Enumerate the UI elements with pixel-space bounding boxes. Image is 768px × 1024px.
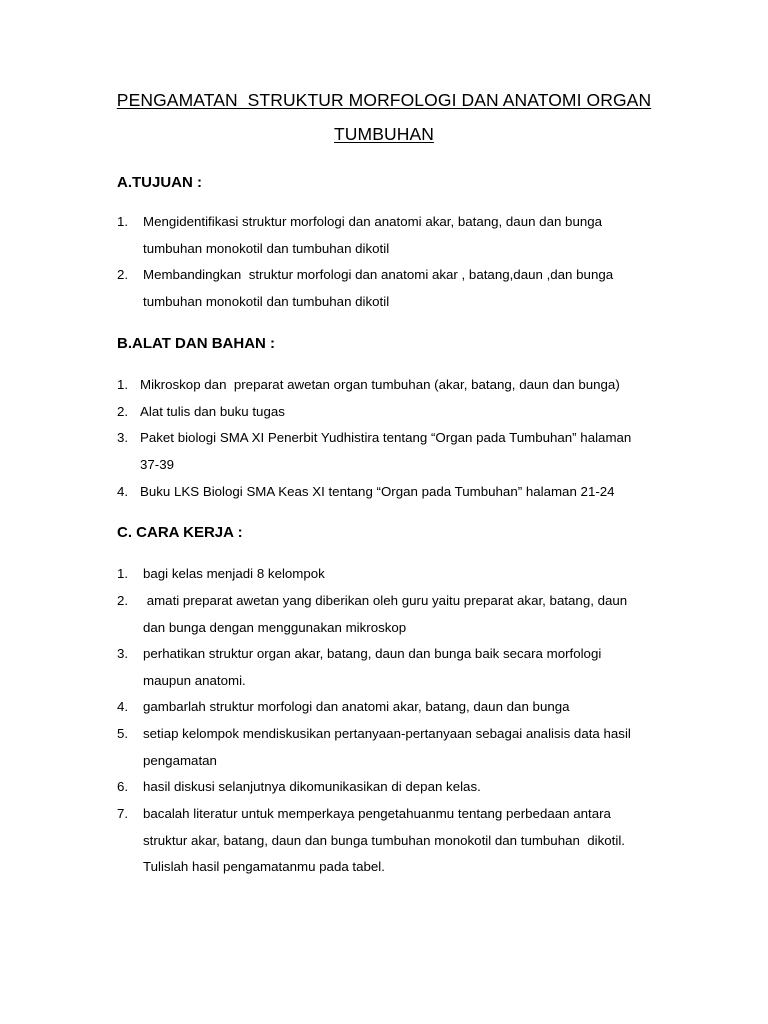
list-number: 3. — [117, 430, 129, 445]
list-text: bagi kelas menjadi 8 kelompok — [143, 566, 325, 581]
list-text: Mengidentifikasi struktur morfologi dan anatomi akar, batang, daun dan bunga tumbuhan monokotil dan tumbuhan dikotil — [143, 214, 603, 256]
list-text: Buku LKS Biologi SMA Keas XI tentang “Organ pada Tumbuhan” halaman 21-24 — [140, 484, 615, 499]
list-number: 2. — [117, 404, 129, 419]
document-title-line-2: TUMBUHAN — [334, 124, 434, 144]
section-heading-tujuan: A.TUJUAN : — [117, 174, 202, 191]
list-number: 2. — [117, 593, 129, 608]
list-text: setiap kelompok mendiskusikan pertanyaan-pertanyaan sebagai analisis data hasil pengamatan — [143, 726, 631, 768]
list-text: Mikroskop dan preparat awetan organ tumbuhan (akar, batang, daun dan bunga) — [140, 377, 620, 392]
list-item — [117, 721, 697, 774]
list-item — [117, 641, 697, 694]
list-item — [117, 399, 697, 426]
list-item — [117, 774, 697, 801]
list-number: 7. — [117, 806, 129, 821]
list-item — [117, 801, 697, 881]
list-text: Alat tulis dan buku tugas — [140, 404, 285, 419]
list-item — [117, 425, 697, 478]
list-item — [117, 262, 697, 315]
list-number: 4. — [117, 699, 129, 714]
list-number: 1. — [117, 566, 129, 581]
list-text: Membandingkan struktur morfologi dan anatomi akar , batang,daun ,dan bunga tumbuhan monokotil dan tumbuhan dikotil — [143, 267, 614, 309]
list-item — [117, 479, 697, 506]
list-number: 1. — [117, 214, 129, 229]
list-number: 3. — [117, 646, 129, 661]
list-text: Paket biologi SMA XI Penerbit Yudhistira tentang “Organ pada Tumbuhan” halaman 37-39 — [140, 430, 632, 472]
list-number: 2. — [117, 267, 129, 282]
list-number: 5. — [117, 726, 129, 741]
list-text: amati preparat awetan yang diberikan oleh guru yaitu preparat akar, batang, daun dan bunga dengan menggunakan mikroskop — [143, 593, 628, 635]
list-text: gambarlah struktur morfologi dan anatomi akar, batang, daun dan bunga — [143, 699, 570, 714]
section-heading-alat-dan-bahan: B.ALAT DAN BAHAN : — [117, 335, 276, 352]
list-item — [117, 209, 697, 262]
list-item — [117, 694, 697, 721]
list-text: hasil diskusi selanjutnya dikomunikasikan di depan kelas. — [143, 779, 481, 794]
list-item — [117, 372, 697, 399]
list-text: bacalah literatur untuk memperkaya pengetahuanmu tentang perbedaan antara struktur akar, batang, daun dan bunga tumbuhan monokotil dan tumbuhan dikotil. Tulislah hasil pengamatanmu pada tabel. — [143, 806, 625, 875]
section-heading-cara-kerja: C. CARA KERJA : — [117, 524, 243, 541]
list-number: 4. — [117, 484, 129, 499]
list-number: 6. — [117, 779, 129, 794]
list-number: 1. — [117, 377, 129, 392]
list-text: perhatikan struktur organ akar, batang, daun dan bunga baik secara morfologi maupun anatomi. — [143, 646, 602, 688]
document-title-line-1: PENGAMATAN STRUKTUR MORFOLOGI DAN ANATOMI ORGAN — [116, 90, 652, 110]
list-item — [117, 588, 697, 641]
list-item — [117, 561, 697, 588]
